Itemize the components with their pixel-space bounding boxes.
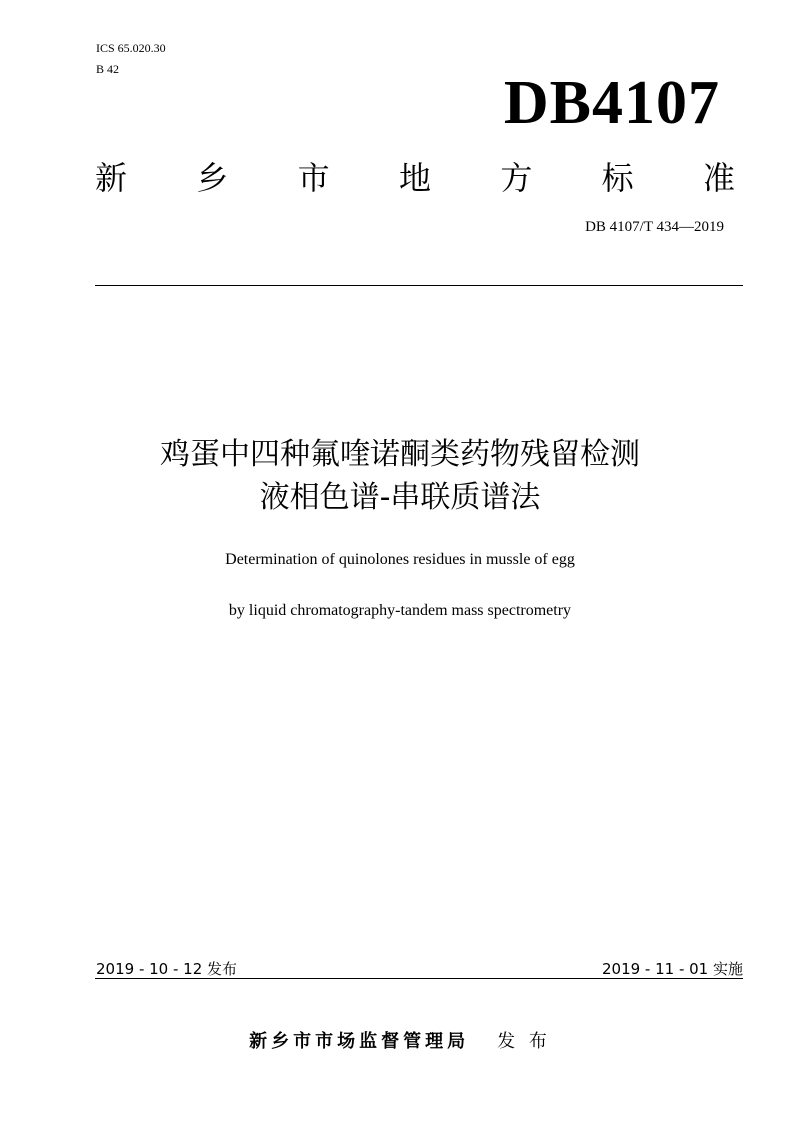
issuer-name: 新乡市市场监督管理局 — [249, 1031, 470, 1052]
standard-type-char: 准 — [702, 159, 735, 197]
standard-number: DB 4107/T 434—2019 — [585, 219, 724, 235]
ics-code: ICS 65.020.30 — [96, 41, 166, 55]
standard-code-logo: DB4107 — [503, 69, 720, 137]
standard-type-char: 标 — [601, 159, 634, 197]
header-divider — [95, 285, 743, 286]
ccs-code: B 42 — [96, 62, 120, 76]
implement-date: 2019 - 11 - 01 实施 — [601, 960, 743, 978]
standard-type-char: 方 — [500, 159, 533, 197]
title-zh-line1: 鸡蛋中四种氟喹诺酮类药物残留检测 — [160, 437, 640, 472]
standard-type-char: 新 — [95, 159, 128, 197]
title-en-line2: by liquid chromatography-tandem mass spectrometry — [228, 602, 572, 619]
footer-divider — [95, 978, 743, 979]
standard-type-char: 乡 — [196, 159, 229, 197]
standard-type-char: 市 — [297, 159, 330, 197]
standard-type-heading — [95, 158, 735, 198]
issue-date: 2019 - 10 - 12 发布 — [96, 960, 238, 978]
title-en-line1: Determination of quinolones residues in mussle of egg — [225, 551, 575, 568]
issue-verb: 发 布 — [497, 1031, 551, 1052]
standard-type-char: 地 — [398, 159, 431, 197]
title-zh-line2: 液相色谱-串联质谱法 — [259, 480, 541, 515]
issuer-line — [0, 1030, 800, 1054]
